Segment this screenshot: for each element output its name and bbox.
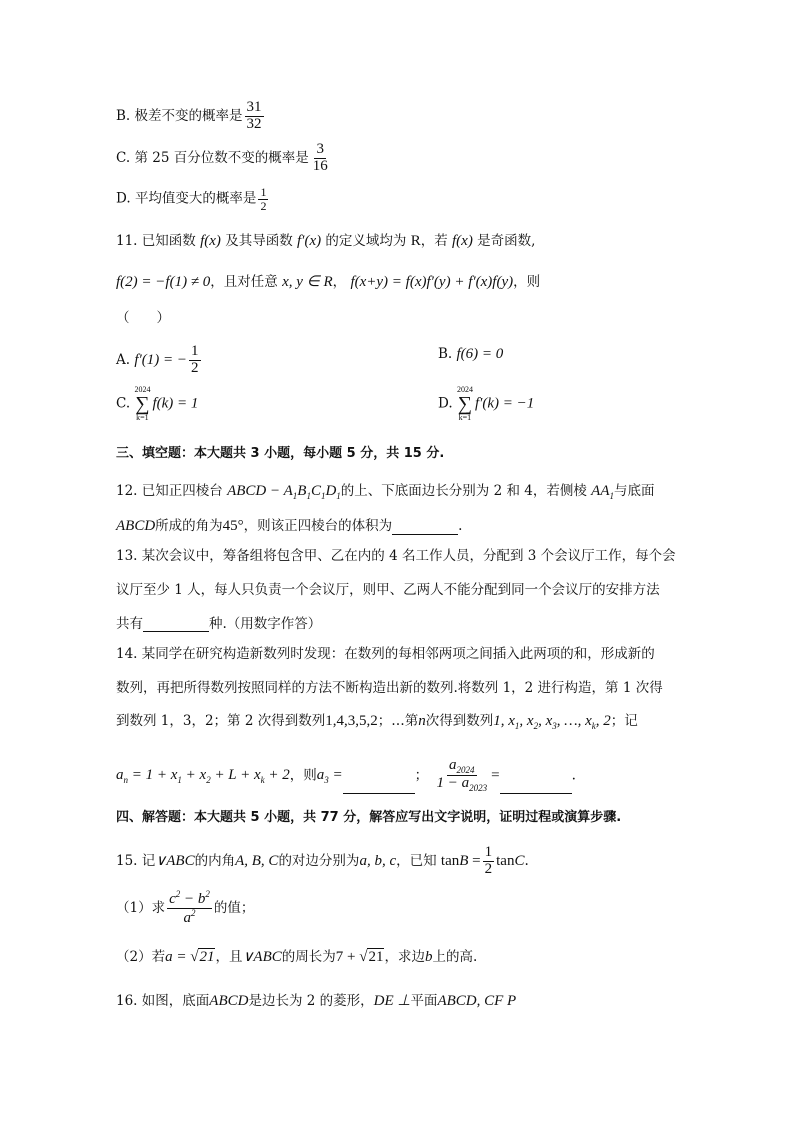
answer-blank-1[interactable] xyxy=(343,779,415,794)
text: ，且对任意 xyxy=(210,274,278,290)
numerator: 31 xyxy=(246,99,262,115)
option-label: B. xyxy=(116,107,131,124)
question-number: 12. xyxy=(116,483,138,499)
math-fpx: f′(x) xyxy=(297,233,322,249)
math-a3: $a_3$ = xyxy=(316,767,343,786)
text: ，则该正四棱台的体积为 xyxy=(243,518,393,534)
text: ；记 xyxy=(610,713,638,729)
numerator: 1 xyxy=(191,343,199,359)
math-sides: a, b, c xyxy=(359,852,397,869)
math-frustum: ABCD − $A_1B_1C_1D_1$ xyxy=(227,483,341,501)
denominator: $1 - a_{2023}$ xyxy=(436,775,488,794)
math-expr: f(6) = 0 xyxy=(456,346,504,362)
math-seq-n: 1, $x_1$, $x_2$, $x_3$, …, $x_k$, 2 xyxy=(493,713,611,731)
denominator: 2 xyxy=(484,860,493,877)
question-number: 13. xyxy=(116,548,138,564)
fraction xyxy=(434,758,489,794)
numerator: $a_{2024}$ xyxy=(449,757,475,775)
q15-part-2 xyxy=(116,948,477,966)
q10-option-d xyxy=(116,186,270,212)
math-plane: ABCD, CF P xyxy=(437,993,517,1009)
text: 的周长为 xyxy=(281,949,336,965)
text: 上的高. xyxy=(432,949,478,965)
q10-option-c xyxy=(116,142,332,175)
math-tanB: tanB = xyxy=(440,852,481,869)
text: 与底面 xyxy=(613,483,655,499)
answer-blank[interactable] xyxy=(143,617,209,632)
text: 的对边分别为 xyxy=(278,852,360,869)
text: 是边长为 2 的菱形， xyxy=(248,993,374,1009)
text: ， xyxy=(332,274,347,290)
option-label: C. xyxy=(116,149,131,166)
section-4-heading: 四、解答题：本大题共 5 小题，共 77 分，解答应写出文字说明，证明过程或演算步骤. xyxy=(116,810,622,825)
math-a-value: a = √21 xyxy=(165,949,215,965)
denominator: 32 xyxy=(246,115,262,132)
text: ，则 xyxy=(513,274,541,290)
math-base: ABCD xyxy=(209,993,249,1009)
option-label: A. xyxy=(116,351,131,368)
text: （2）若 xyxy=(116,949,166,965)
q11-option-b xyxy=(438,346,503,363)
sum-lower: k=1 xyxy=(458,413,472,422)
text: 及其导函数 xyxy=(225,233,293,249)
math-domain: R xyxy=(410,233,421,249)
q11-option-d xyxy=(438,386,534,422)
question-number: 11. xyxy=(116,233,138,249)
math-perp: DE ⊥ xyxy=(373,993,411,1009)
sum-lower: k=1 xyxy=(136,413,149,422)
numerator: 1 xyxy=(484,844,493,860)
numerator: $c^2 - b^2$ xyxy=(169,889,210,907)
numerator: 1 xyxy=(260,185,267,199)
denominator: 2 xyxy=(260,198,267,213)
q11-paren: （ ） xyxy=(116,310,170,326)
text: 如图，底面 xyxy=(141,993,210,1009)
text: 到数列 1，3，2；第 2 次得到数列 xyxy=(116,713,326,729)
text: ，求边 xyxy=(384,949,425,965)
text: ，且 xyxy=(215,949,243,965)
denominator: $a^2$ xyxy=(183,907,196,926)
math-angles: A, B, C xyxy=(235,852,279,869)
math-triangle: ∨ABC xyxy=(242,949,282,965)
q14-line-3 xyxy=(116,712,638,732)
math-b: b xyxy=(424,949,433,965)
q14-line-2: 数列，再把所得数列按照同样的方法不断构造出新的数列.将数列 1，2 进行构造，第 1 次得 xyxy=(116,680,663,696)
answer-blank-2[interactable] xyxy=(500,779,572,794)
q11-line-2 xyxy=(116,273,540,291)
text: 已知函数 xyxy=(141,233,196,249)
text: 的内角 xyxy=(194,852,236,869)
option-label: D. xyxy=(116,190,131,207)
q14-line-1 xyxy=(116,646,655,662)
summation xyxy=(457,386,473,422)
section-3-heading: 三、填空题：本大题共 3 小题，每小题 5 分，共 15 分. xyxy=(116,446,445,461)
fraction xyxy=(258,186,268,212)
sigma-icon: ∑ xyxy=(457,393,473,415)
question-number: 14. xyxy=(116,646,138,662)
text: 所成的角为 xyxy=(155,518,223,534)
equals: = xyxy=(491,767,500,784)
text: ，已知 xyxy=(396,852,437,869)
math-n: n xyxy=(418,713,426,729)
question-number: 15. xyxy=(116,852,138,869)
denominator: 16 xyxy=(312,157,328,174)
sum-upper: 2024 xyxy=(456,385,473,394)
text: 已知正四棱台 xyxy=(141,483,223,499)
math-fx: f(x) xyxy=(200,233,221,249)
q13-line-2: 议厅至少 1 人，每人只负责一个会议厅，则甲、乙两人不能分配到同一个会议厅的安排方法 xyxy=(116,582,660,598)
math-angle: 45° xyxy=(222,518,244,534)
sum-upper: 2024 xyxy=(134,385,151,394)
q16-line-1 xyxy=(116,992,516,1010)
text: 的值； xyxy=(213,899,255,916)
text: . xyxy=(571,767,576,784)
denominator: 2 xyxy=(191,359,199,376)
option-text: 平均值变大的概率是 xyxy=(134,190,257,207)
math-vars: x, y ∈ R xyxy=(282,274,333,290)
summation xyxy=(134,386,150,422)
math-condition-1: f(2) = −f(1) ≠ 0 xyxy=(116,274,211,290)
fraction xyxy=(483,845,495,878)
question-number: 16. xyxy=(116,993,138,1009)
text: ； xyxy=(414,767,429,784)
text: 的上、下底面边长分别为 2 和 4，若侧棱 xyxy=(340,483,587,499)
text: 是奇函数, xyxy=(477,233,536,249)
fraction xyxy=(311,142,330,175)
q10-option-b xyxy=(116,100,266,133)
option-label: D. xyxy=(438,395,453,412)
q13-line-1 xyxy=(116,548,676,564)
math-edge: $AA_1$ xyxy=(591,483,614,501)
answer-blank[interactable] xyxy=(392,520,458,535)
text: 的定义域均为 xyxy=(325,233,407,249)
math-an: $a_n = 1 + x_1 + x_2 + L + x_k + 2$ xyxy=(116,767,290,786)
text: 某次会议中，筹备组将包含甲、乙在内的 4 名工作人员，分配到 3 个会议厅工作，每个会 xyxy=(141,548,676,564)
numerator: 3 xyxy=(316,141,324,157)
text: 次得到数列 xyxy=(425,713,494,729)
q11-line-1 xyxy=(116,232,535,250)
math-expr: f(k) = 1 xyxy=(152,395,199,412)
fraction xyxy=(189,344,201,377)
math-fx-2: f(x) xyxy=(452,233,473,249)
q11-option-c xyxy=(116,386,198,422)
q12-line-2 xyxy=(116,517,462,535)
math-triangle: ∨ABC xyxy=(155,852,195,869)
option-label: C. xyxy=(116,395,131,412)
math-expr: f′(1) = − xyxy=(134,351,188,368)
math-perimeter: 7 + √21 xyxy=(335,949,384,965)
text: ，则 xyxy=(289,767,317,784)
text: 种.（用数字作答） xyxy=(209,616,322,632)
q15-part-1 xyxy=(116,890,254,927)
math-base: ABCD xyxy=(116,518,156,534)
fraction xyxy=(167,890,212,927)
text: ，若 xyxy=(420,233,448,249)
math-seq: 1,4,3,5,2 xyxy=(325,713,378,729)
sigma-icon: ∑ xyxy=(135,393,150,415)
text: 记 xyxy=(141,852,156,869)
text: . xyxy=(458,518,463,534)
math-tanC: tanC xyxy=(496,852,525,869)
text: ；…第 xyxy=(377,713,419,729)
text: 某同学在研究构造新数列时发现：在数列的每相邻两项之间插入此两项的和，形成新的 xyxy=(141,646,655,662)
q13-line-3 xyxy=(116,616,321,632)
text: 平面 xyxy=(410,993,438,1009)
option-text: 极差不变的概率是 xyxy=(134,107,243,124)
text: 共有 xyxy=(116,616,143,632)
fraction xyxy=(245,100,264,133)
option-label: B. xyxy=(438,346,453,362)
math-expr: f′(k) = −1 xyxy=(474,395,535,412)
math-condition-2: f(x+y) = f(x)f′(y) + f′(x)f(y) xyxy=(350,274,514,290)
q11-option-a xyxy=(116,344,203,377)
q12-line-1 xyxy=(116,482,654,502)
text: （1）求 xyxy=(116,899,166,916)
option-text: 第 25 百分位数不变的概率是 xyxy=(134,149,309,166)
q15-line-1: 15. 记∨ABC的内角A, B, C的对边分别为a, b, c，已知 tanB = $\frac{1}{2}$ tanC. xyxy=(116,844,529,877)
q14-line-4 xyxy=(116,758,576,794)
